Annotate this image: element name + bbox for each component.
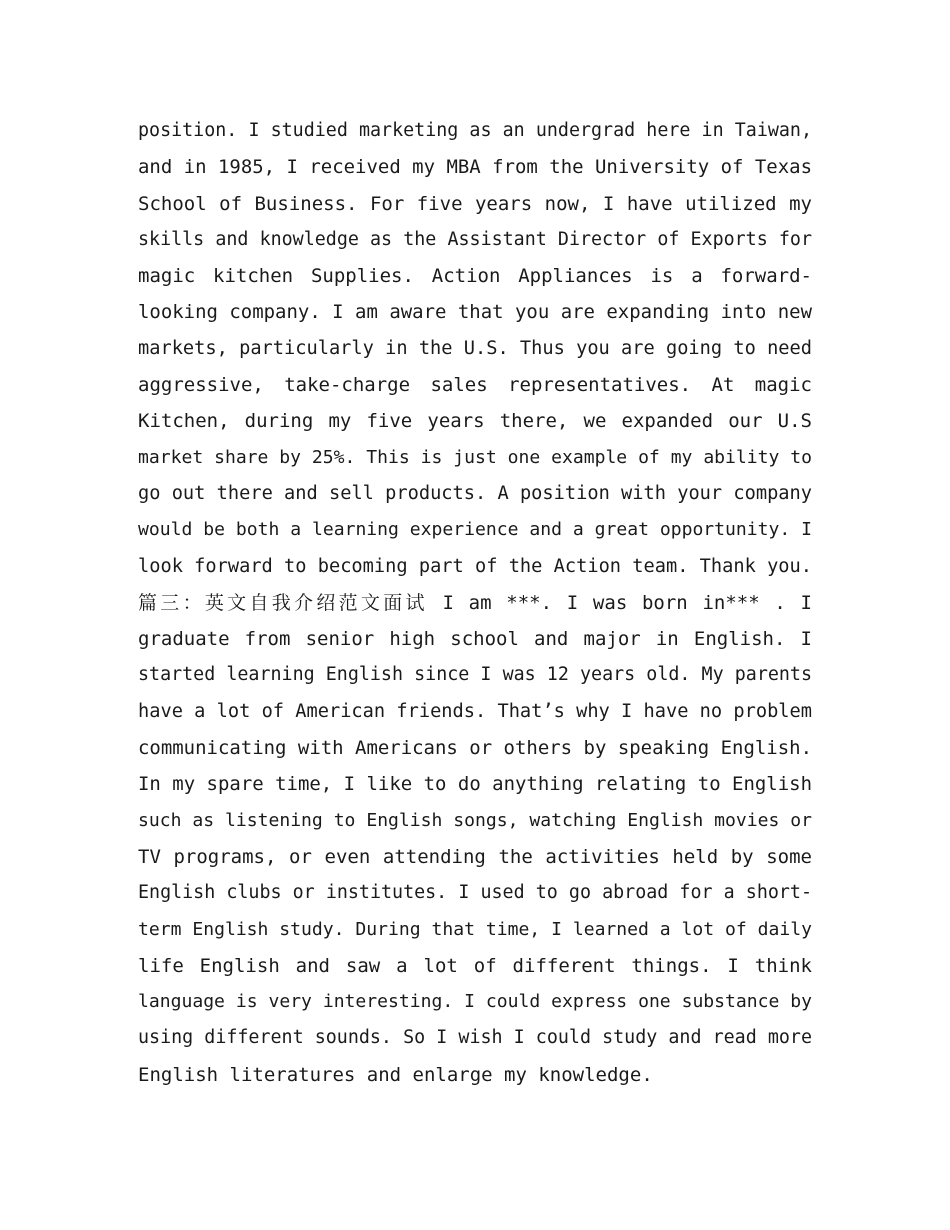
- text-line: have a lot of American friends. That’s why I have no problem: [138, 700, 812, 722]
- text-line: language is very interesting. I could express one substance by: [138, 991, 812, 1013]
- text-line: TV programs, or even attending the activities held by some: [138, 845, 812, 868]
- text-line: looking company. I am aware that you are expanding into new: [138, 301, 812, 324]
- text-line: markets, particularly in the U.S. Thus you are going to need: [138, 337, 812, 359]
- text-line: life English and saw a lot of different things. I think: [138, 954, 812, 977]
- text-line: English literatures and enlarge my knowledge.: [138, 1063, 653, 1086]
- text-line: go out there and sell products. A position with your company: [138, 482, 812, 504]
- text-line: look forward to becoming part of the Action team. Thank you.: [138, 555, 812, 577]
- section-heading-line: 篇三：英文自我介绍范文面试 I am ***. I was born in*** . I: [138, 591, 812, 614]
- text-line: English clubs or institutes. I used to go abroad for a short-: [138, 882, 812, 904]
- text-line: School of Business. For five years now, I have utilized my: [138, 192, 812, 215]
- text-line: Kitchen, during my five years there, we expanded our U.S: [138, 410, 812, 433]
- text-line: started learning English since I was 12 years old. My parents: [138, 664, 812, 686]
- text-line: market share by 25%. This is just one example of my ability to: [138, 446, 812, 468]
- text-line: using different sounds. So I wish I could study and read more: [138, 1027, 812, 1049]
- body-text: [138, 113, 812, 1093]
- text-line: term English study. During that time, I learned a lot of daily: [138, 918, 812, 940]
- text-line: would be both a learning experience and a great opportunity. I: [138, 519, 812, 541]
- text-line: magic kitchen Supplies. Action Appliances is a forward-: [138, 265, 812, 288]
- text-line: graduate from senior high school and major in English. I: [138, 628, 812, 651]
- text-line: aggressive, take-charge sales representatives. At magic: [138, 374, 812, 397]
- text-line: skills and knowledge as the Assistant Director of Exports for: [138, 228, 812, 250]
- text-line: such as listening to English songs, watching English movies or: [138, 809, 812, 831]
- text-line: position. I studied marketing as an undergrad here in Taiwan,: [138, 120, 812, 141]
- text-line: communicating with Americans or others by speaking English.: [138, 737, 812, 760]
- text-line: In my spare time, I like to do anything relating to English: [138, 773, 812, 796]
- text-line: and in 1985, I received my MBA from the University of Texas: [138, 156, 812, 179]
